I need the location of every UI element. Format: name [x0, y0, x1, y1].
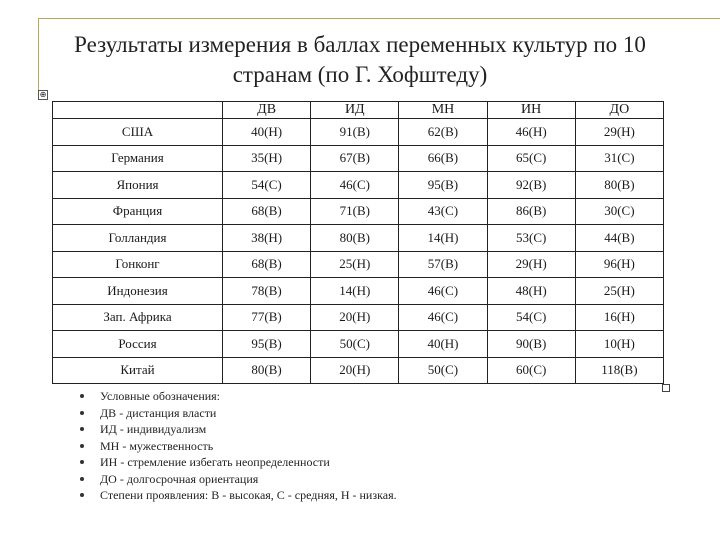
score-cell: 46(С)	[399, 304, 487, 331]
score-cell: 91(В)	[311, 119, 399, 146]
legend-note-text: ДВ - дистанция власти	[100, 405, 217, 420]
country-cell: Индонезия	[53, 278, 223, 305]
score-cell: 44(В)	[575, 225, 663, 252]
score-cell: 78(В)	[223, 278, 311, 305]
score-cell: 25(Н)	[311, 251, 399, 278]
score-cell: 46(С)	[399, 278, 487, 305]
score-cell: 60(С)	[487, 357, 575, 384]
header-cell: ДВ	[223, 102, 311, 119]
legend-notes	[80, 388, 397, 504]
score-cell: 38(Н)	[223, 225, 311, 252]
score-cell: 48(Н)	[487, 278, 575, 305]
table-row	[53, 145, 664, 172]
bullet-icon	[80, 444, 84, 448]
bullet-icon	[80, 427, 84, 431]
slide-title: Результаты измерения в баллах переменных культур по 10 странам (по Г. Хофштеду)	[74, 32, 646, 87]
score-cell: 40(Н)	[399, 331, 487, 358]
table-row	[53, 119, 664, 146]
score-cell: 65(С)	[487, 145, 575, 172]
country-cell: США	[53, 119, 223, 146]
score-cell: 14(Н)	[311, 278, 399, 305]
score-cell: 68(В)	[223, 198, 311, 225]
score-cell: 10(Н)	[575, 331, 663, 358]
score-cell: 96(Н)	[575, 251, 663, 278]
score-cell: 118(В)	[575, 357, 663, 384]
table-row	[53, 198, 664, 225]
header-cell: ИД	[311, 102, 399, 119]
header-cell: ДО	[575, 102, 663, 119]
score-cell: 95(В)	[223, 331, 311, 358]
bullet-icon	[80, 460, 84, 464]
country-cell: Россия	[53, 331, 223, 358]
score-cell: 54(С)	[223, 172, 311, 199]
score-cell: 30(С)	[575, 198, 663, 225]
header-cell: ИН	[487, 102, 575, 119]
score-cell: 57(В)	[399, 251, 487, 278]
score-cell: 35(Н)	[223, 145, 311, 172]
score-cell: 46(С)	[311, 172, 399, 199]
country-cell: Германия	[53, 145, 223, 172]
bullet-icon	[80, 493, 84, 497]
legend-note-text: Степени проявления: В - высокая, С - средняя, Н - низкая.	[100, 488, 397, 502]
table-row	[53, 225, 664, 252]
table-row	[53, 331, 664, 358]
table-row	[53, 251, 664, 278]
frame-left-line	[38, 18, 39, 96]
score-cell: 95(В)	[399, 172, 487, 199]
score-cell: 80(В)	[311, 225, 399, 252]
score-cell: 46(Н)	[487, 119, 575, 146]
bullet-icon	[80, 411, 84, 415]
legend-note-item	[80, 421, 397, 438]
legend-note-text: Условные обозначения:	[100, 389, 221, 403]
legend-note-item	[80, 454, 397, 471]
country-cell: Франция	[53, 198, 223, 225]
table-move-handle-icon[interactable]: ⊕	[39, 90, 47, 99]
hofstede-table	[52, 101, 664, 384]
header-cell	[53, 102, 223, 119]
score-cell: 25(Н)	[575, 278, 663, 305]
score-cell: 68(В)	[223, 251, 311, 278]
table-row	[53, 172, 664, 199]
score-cell: 14(Н)	[399, 225, 487, 252]
country-cell: Япония	[53, 172, 223, 199]
score-cell: 86(В)	[487, 198, 575, 225]
country-cell: Китай	[53, 357, 223, 384]
country-cell: Гонконг	[53, 251, 223, 278]
score-cell: 29(Н)	[575, 119, 663, 146]
table-row	[53, 304, 664, 331]
table-row	[53, 357, 664, 384]
legend-note-item	[80, 471, 397, 488]
score-cell: 54(С)	[487, 304, 575, 331]
score-cell: 43(С)	[399, 198, 487, 225]
score-cell: 71(В)	[311, 198, 399, 225]
legend-note-item	[80, 388, 397, 405]
score-cell: 66(В)	[399, 145, 487, 172]
legend-note-text: ИН - стремление избегать неопределенности	[100, 455, 330, 469]
table-header-row	[53, 102, 664, 119]
score-cell: 50(С)	[399, 357, 487, 384]
country-cell: Зап. Африка	[53, 304, 223, 331]
score-cell: 20(Н)	[311, 304, 399, 331]
score-cell: 53(С)	[487, 225, 575, 252]
score-cell: 67(В)	[311, 145, 399, 172]
legend-note-text: ИД - индивидуализм	[100, 422, 207, 436]
legend-note-text: ДО - долгосрочная ориентация	[100, 471, 259, 486]
score-cell: 40(Н)	[223, 119, 311, 146]
country-cell: Голландия	[53, 225, 223, 252]
score-cell: 62(В)	[399, 119, 487, 146]
score-cell: 80(В)	[575, 172, 663, 199]
table-resize-handle[interactable]	[662, 384, 670, 392]
score-cell: 92(В)	[487, 172, 575, 199]
bullet-icon	[80, 477, 84, 481]
score-cell: 80(В)	[223, 357, 311, 384]
score-cell: 16(Н)	[575, 304, 663, 331]
legend-note-item	[80, 438, 397, 455]
table-row	[53, 278, 664, 305]
legend-note-text: МН - мужественность	[100, 438, 214, 453]
header-cell: МН	[399, 102, 487, 119]
legend-note-item	[80, 405, 397, 422]
score-cell: 20(Н)	[311, 357, 399, 384]
frame-top-line	[38, 18, 720, 19]
legend-note-item	[80, 487, 397, 504]
score-cell: 77(В)	[223, 304, 311, 331]
score-cell: 31(С)	[575, 145, 663, 172]
score-cell: 90(В)	[487, 331, 575, 358]
score-cell: 50(С)	[311, 331, 399, 358]
score-cell: 29(Н)	[487, 251, 575, 278]
bullet-icon	[80, 394, 84, 398]
